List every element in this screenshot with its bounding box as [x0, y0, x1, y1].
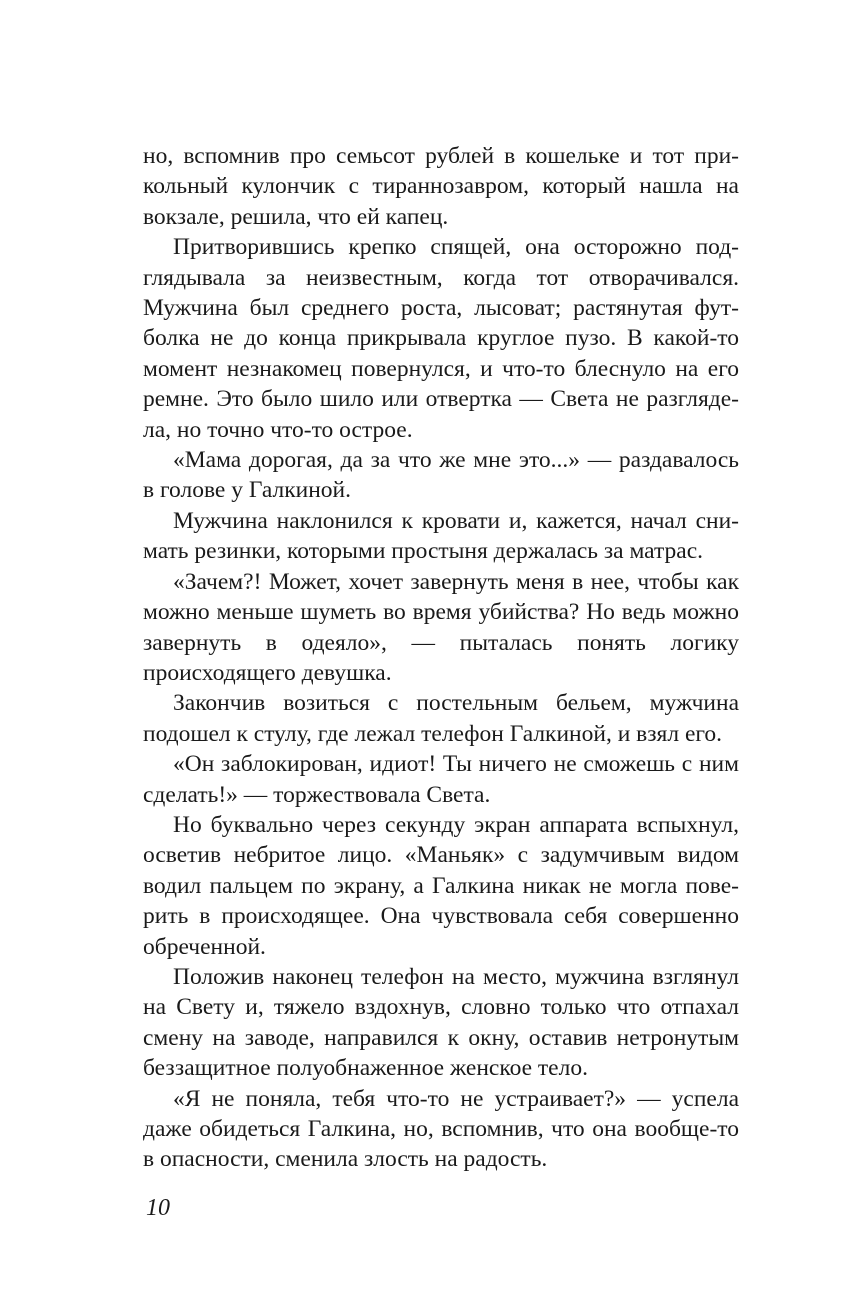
- paragraph-10: «Я не поняла, тебя что-то не устраивает?» — успела даже обидеться Галкина, но, вспомнив, что она вообще-то в опасности, сменила злость на радость.: [143, 1085, 739, 1173]
- paragraph-3: «Мама дорогая, да за что же мне это...» — раздавалось в голове у Галкиной.: [143, 447, 739, 504]
- page-number: 10: [146, 1195, 170, 1221]
- paragraph-9: Положив наконец телефон на место, мужчина взглянул на Свету и, тяжело вздохнув, словно только что отпахал смену на заводе, направился к окну, оставив нетронутым беззащитное полуобнаженное женское тело.: [143, 963, 739, 1082]
- paragraph-5: «Зачем?! Может, хочет завернуть меня в нее, чтобы как можно меньше шуметь во время убийства? Но ведь можно завернуть в одеяло», — пыталась понять логику происходящего девушка.: [143, 568, 739, 686]
- paragraph-2: Притворившись крепко спящей, она осторожно подглядывала за неизвестным, когда тот отворачивался. Мужчина был среднего роста, лысоват; растянутая футболка не до конца прикрывала круглое пузо. В какой-то момент незнакомец повернулся, и что-то блеснуло на его ремне. Это было шило или отвертка — Света не разглядела, но точно что-то острое.: [143, 234, 739, 443]
- paragraph-4: Мужчина наклонился к кровати и, кажется, начал снимать резинки, которыми простыня держалась за матрас.: [143, 507, 739, 565]
- body-text: [143, 141, 739, 1175]
- paragraph-6: Закончив возиться с постельным бельем, мужчина подошел к стулу, где лежал телефон Галкиной, и взял его.: [143, 690, 739, 747]
- paragraph-7: «Он заблокирован, идиот! Ты ничего не сможешь с ним сделать!» — торжествовала Света.: [143, 751, 739, 808]
- paragraph-1: но, вспомнив про семьсот рублей в кошельке и тот прикольный кулончик с тираннозавром, который нашла на вокзале, решила, что ей капец.: [143, 143, 739, 230]
- paragraph-8: Но буквально через секунду экран аппарата вспыхнул, осветив небритое лицо. «Маньяк» с задумчивым видом водил пальцем по экрану, а Галкина никак не могла поверить в происходящее. Она чувствовала себя совершенно обреченной.: [143, 811, 739, 960]
